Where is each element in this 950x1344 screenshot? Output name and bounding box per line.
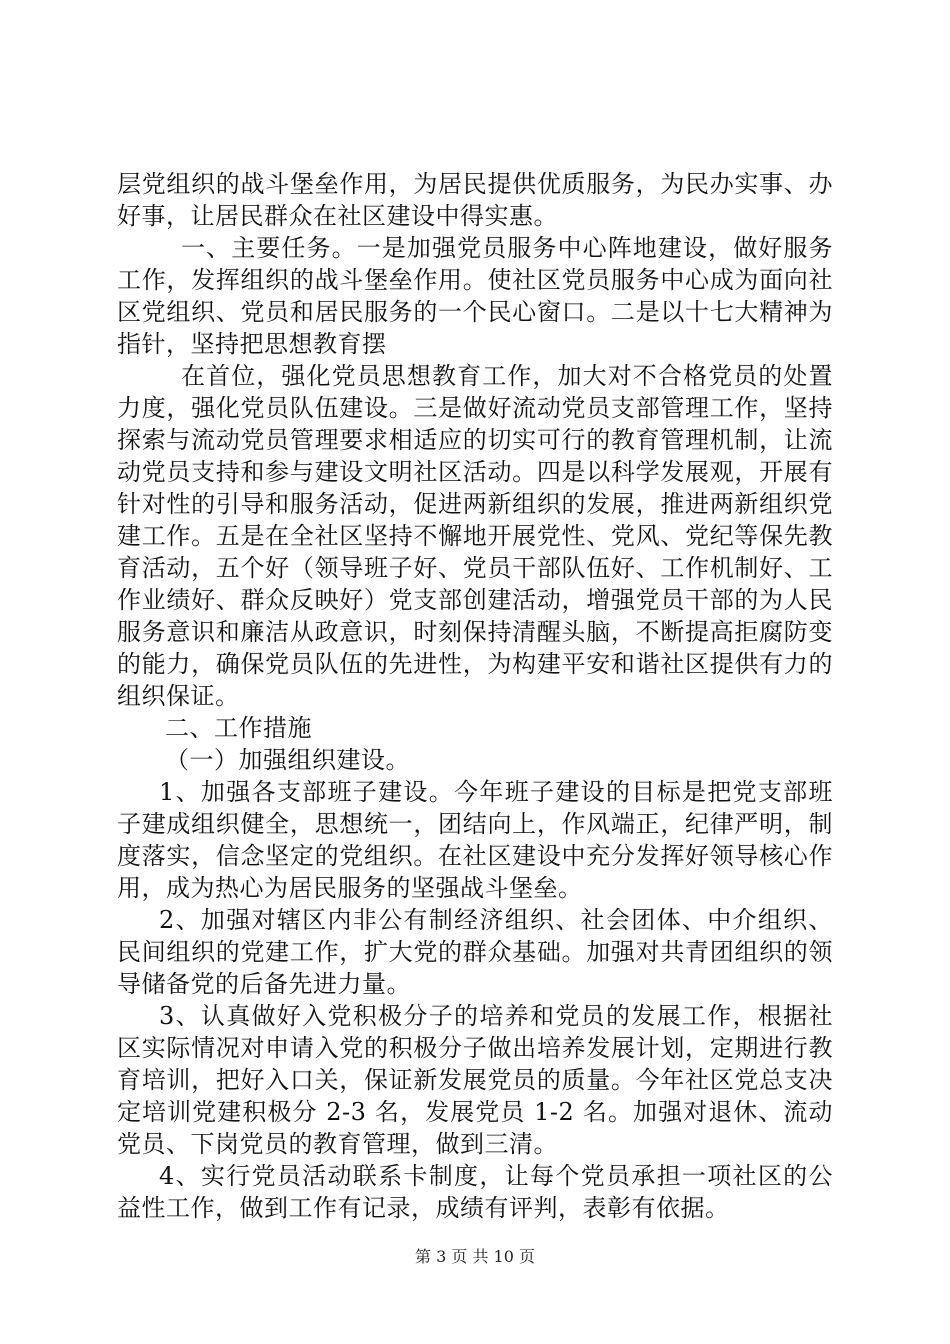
paragraph-item-2: 2、加强对辖区内非公有制经济组织、社会团体、中介组织、民间组织的党建工作，扩大党的群众基础。加强对共青团组织的领导储备党的后备先进力量。 [117, 906, 833, 998]
paragraph-main-tasks-cont: 在首位，强化党员思想教育工作，加大对不合格党员的处置力度，强化党员队伍建设。三是做好流动党员支部管理工作，坚持探索与流动党员管理要求相适应的切实可行的教育管理机制，让流动党员支持和参与建设文明社区活动。四是以科学发展观，开展有针对性的引导和服务活动，促进两新组织的发展，推进两新组织党建工作。五是在全社区坚持不懈地开展党性、党风、党纪等保先教育活动，五个好（领导班子好、党员干部队伍好、工作机制好、工作业绩好、群众反映好）党支部创建活动，增强党员干部的为人民服务意识和廉洁从政意识，时刻保持清醒头脑，不断提高拒腐防变的能力，确保党员队伍的先进性，为构建平安和谐社区提供有力的组织保证。 [117, 362, 833, 710]
paragraph-continuation: 层党组织的战斗堡垒作用，为居民提供优质服务，为民办实事、办好事，让居民群众在社区建设中得实惠。 [117, 170, 833, 230]
document-body [117, 168, 833, 1224]
subheading-organization: （一）加强组织建设。 [165, 746, 410, 774]
paragraph-main-tasks: 一、主要任务。一是加强党员服务中心阵地建设，做好服务工作，发挥组织的战斗堡垒作用。使社区党员服务中心成为面向社区党组织、党员和居民服务的一个民心窗口。二是以十七大精神为指针，坚持把思想教育摆 [117, 234, 833, 358]
paragraph-item-1: 1、加强各支部班子建设。今年班子建设的目标是把党支部班子建成组织健全，思想统一，团结向上，作风端正，纪律严明，制度落实，信念坚定的党组织。在社区建设中充分发挥好领导核心作用，成为热心为居民服务的坚强战斗堡垒。 [117, 778, 833, 902]
paragraph-item-4: 4、实行党员活动联系卡制度，让每个党员承担一项社区的公益性工作，做到工作有记录，成绩有评判，表彰有依据。 [117, 1162, 833, 1222]
paragraph-item-3: 3、认真做好入党积极分子的培养和党员的发展工作，根据社区实际情况对申请入党的积极分子做出培养发展计划，定期进行教育培训，把好入口关，保证新发展党员的质量。今年社区党总支决定培训党建积极分 2-3 名，发展党员 1-2 名。加强对退休、流动党员、下岗党员的教育管理，做到三清。 [117, 1002, 833, 1158]
page-number-footer: 第 3 页 共 10 页 [415, 1247, 535, 1266]
heading-work-measures: 二、工作措施 [165, 714, 312, 742]
